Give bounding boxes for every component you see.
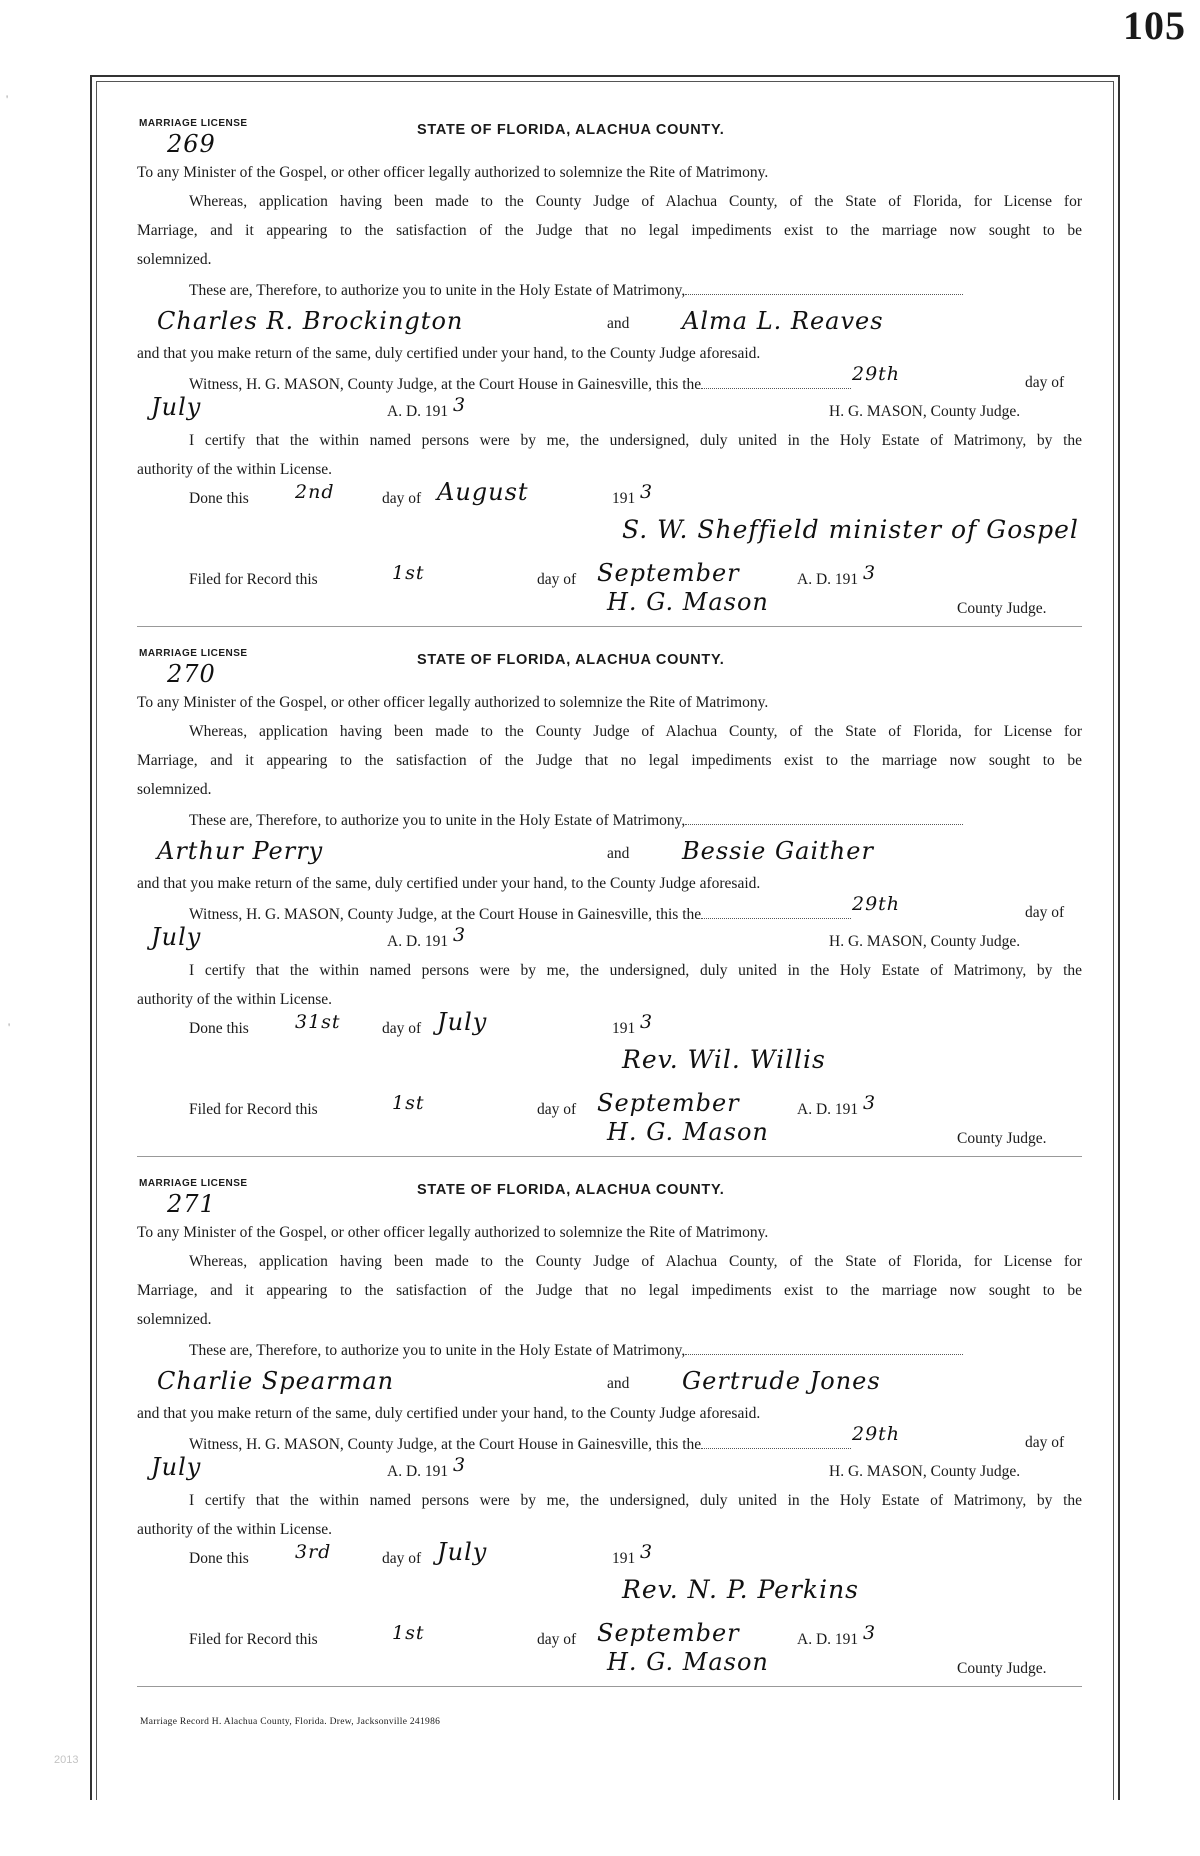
officiant-line bbox=[137, 1573, 1082, 1613]
done-month: August bbox=[437, 478, 529, 506]
printer-footer: Marriage Record H. Alachua County, Florida. Drew, Jacksonville 241986 bbox=[140, 1717, 441, 1727]
year-digit: 3 bbox=[453, 394, 467, 416]
scan-watermark: 2013 bbox=[54, 1754, 79, 1766]
filed-month: September bbox=[597, 1619, 740, 1647]
filed-day: 1st bbox=[392, 562, 425, 584]
divider bbox=[137, 1686, 1082, 1687]
certify-line: authority of the within License. bbox=[137, 1521, 332, 1538]
filed-month: September bbox=[597, 1089, 740, 1117]
certify-line: authority of the within License. bbox=[137, 461, 332, 478]
authorize-text: These are, Therefore, to authorize you to unite in the Holy Estate of Matrimony, bbox=[189, 282, 686, 299]
filed-label: Filed for Record this bbox=[189, 1631, 318, 1648]
groom-name: Arthur Perry bbox=[157, 837, 324, 865]
whereas-line: Marriage, and it appearing to the satisfaction of the Judge that no legal impediments exist to the marriage now sought to be bbox=[137, 222, 1082, 239]
month-line bbox=[137, 393, 1082, 426]
to-line: To any Minister of the Gospel, or other officer legally authorized to solemnize the Rite of Matrimony. bbox=[137, 694, 769, 711]
month-line bbox=[137, 923, 1082, 956]
dotted-leader bbox=[685, 1334, 963, 1355]
witness-text: Witness, H. G. MASON, County Judge, at the Court House in Gainesville, this the bbox=[189, 906, 702, 923]
whereas-line: Whereas, application having been made to the County Judge of Alachua County, of the State of Florida, for License for bbox=[189, 1253, 1082, 1270]
whereas-line: solemnized. bbox=[137, 251, 212, 268]
done-line bbox=[137, 1538, 1082, 1573]
judge-line bbox=[137, 588, 1082, 623]
names-line bbox=[137, 1363, 1082, 1399]
license-label: MARRIAGE LICENSE bbox=[139, 118, 248, 129]
license-title: STATE OF FLORIDA, ALACHUA COUNTY. bbox=[417, 122, 725, 138]
whereas-line: solemnized. bbox=[137, 781, 212, 798]
year-label: 191 bbox=[612, 1550, 636, 1567]
judge-signature: H. G. Mason bbox=[607, 588, 769, 616]
authorize-line bbox=[137, 1334, 1082, 1363]
filed-year-digit: 3 bbox=[863, 1622, 877, 1644]
year-label: 191 bbox=[612, 1020, 636, 1037]
day-of-label: day of bbox=[382, 1020, 422, 1037]
whereas-line: Marriage, and it appearing to the satisfaction of the Judge that no legal impediments exist to the marriage now sought to be bbox=[137, 752, 1082, 769]
filed-month: September bbox=[597, 559, 740, 587]
license-title: STATE OF FLORIDA, ALACHUA COUNTY. bbox=[417, 652, 725, 668]
page-number: 105 bbox=[1123, 3, 1186, 48]
names-line bbox=[137, 303, 1082, 339]
witness-day: 29th bbox=[852, 1423, 901, 1445]
filed-day: 1st bbox=[392, 1622, 425, 1644]
month-line bbox=[137, 1453, 1082, 1486]
authorize-text: These are, Therefore, to authorize you to unite in the Holy Estate of Matrimony, bbox=[189, 812, 686, 829]
witness-line bbox=[137, 893, 1082, 927]
filed-label: Filed for Record this bbox=[189, 1101, 318, 1118]
filed-year-digit: 3 bbox=[863, 562, 877, 584]
done-year-digit: 3 bbox=[640, 1011, 654, 1033]
filed-year-digit: 3 bbox=[863, 1092, 877, 1114]
done-month: July bbox=[437, 1538, 488, 1566]
judge-signature: H. G. Mason bbox=[607, 1118, 769, 1146]
county-judge-label: County Judge. bbox=[957, 1130, 1047, 1147]
done-year-digit: 3 bbox=[640, 1541, 654, 1563]
divider bbox=[137, 626, 1082, 627]
license-number: 270 bbox=[167, 660, 216, 688]
return-line: and that you make return of the same, duly certified under your hand, to the County Judge aforesaid. bbox=[137, 1405, 761, 1422]
certify-line: I certify that the within named persons were by me, the undersigned, duly united in the Holy Estate of Matrimony, by the bbox=[189, 432, 1082, 449]
done-day: 31st bbox=[295, 1011, 341, 1033]
judge-signature-block: H. G. MASON, County Judge. bbox=[829, 933, 1021, 950]
to-line: To any Minister of the Gospel, or other officer legally authorized to solemnize the Rite of Matrimony. bbox=[137, 1224, 769, 1241]
judge-signature: H. G. Mason bbox=[607, 1648, 769, 1676]
and-label: and bbox=[607, 315, 630, 332]
done-label: Done this bbox=[189, 490, 249, 507]
names-line bbox=[137, 833, 1082, 869]
license-title: STATE OF FLORIDA, ALACHUA COUNTY. bbox=[417, 1182, 725, 1198]
groom-name: Charlie Spearman bbox=[157, 1367, 395, 1395]
day-of-label: day of bbox=[1025, 904, 1065, 921]
return-line: and that you make return of the same, duly certified under your hand, to the County Judge aforesaid. bbox=[137, 875, 761, 892]
day-of-label: day of bbox=[537, 571, 577, 588]
day-of-label: day of bbox=[382, 1550, 422, 1567]
witness-text: Witness, H. G. MASON, County Judge, at the Court House in Gainesville, this the bbox=[189, 376, 702, 393]
witness-line bbox=[137, 363, 1082, 397]
judge-signature-block: H. G. MASON, County Judge. bbox=[829, 403, 1021, 420]
bride-name: Bessie Gaither bbox=[682, 837, 874, 865]
judge-signature-block: H. G. MASON, County Judge. bbox=[829, 1463, 1021, 1480]
done-line bbox=[137, 478, 1082, 513]
witness-month: July bbox=[151, 393, 202, 421]
ad-label: A. D. 191 bbox=[797, 571, 859, 588]
year-digit: 3 bbox=[453, 1454, 467, 1476]
day-of-label: day of bbox=[537, 1101, 577, 1118]
day-of-label: day of bbox=[382, 490, 422, 507]
done-year-digit: 3 bbox=[640, 481, 654, 503]
license-number: 269 bbox=[167, 130, 216, 158]
done-label: Done this bbox=[189, 1550, 249, 1567]
ad-label: A. D. 191 bbox=[387, 403, 449, 420]
day-of-label: day of bbox=[537, 1631, 577, 1648]
divider bbox=[137, 1156, 1082, 1157]
county-judge-label: County Judge. bbox=[957, 600, 1047, 617]
authorize-line bbox=[137, 274, 1082, 303]
done-label: Done this bbox=[189, 1020, 249, 1037]
margin-mark: ' bbox=[6, 92, 9, 106]
officiant-line bbox=[137, 1043, 1082, 1083]
bride-name: Gertrude Jones bbox=[682, 1367, 881, 1395]
witness-text: Witness, H. G. MASON, County Judge, at the Court House in Gainesville, this the bbox=[189, 1436, 702, 1453]
and-label: and bbox=[607, 845, 630, 862]
filed-day: 1st bbox=[392, 1092, 425, 1114]
witness-day: 29th bbox=[852, 893, 901, 915]
authorize-line bbox=[137, 804, 1082, 833]
certify-line: I certify that the within named persons were by me, the undersigned, duly united in the Holy Estate of Matrimony, by the bbox=[189, 1492, 1082, 1509]
officiant-signature: S. W. Sheffield minister of Gospel bbox=[622, 515, 1079, 544]
certify-line: I certify that the within named persons were by me, the undersigned, duly united in the Holy Estate of Matrimony, by the bbox=[189, 962, 1082, 979]
ad-label: A. D. 191 bbox=[797, 1101, 859, 1118]
witness-month: July bbox=[151, 923, 202, 951]
witness-day: 29th bbox=[852, 363, 901, 385]
authorize-text: These are, Therefore, to authorize you to unite in the Holy Estate of Matrimony, bbox=[189, 1342, 686, 1359]
judge-line bbox=[137, 1648, 1082, 1683]
filed-label: Filed for Record this bbox=[189, 571, 318, 588]
whereas-line: solemnized. bbox=[137, 1311, 212, 1328]
day-of-label: day of bbox=[1025, 1434, 1065, 1451]
license-label: MARRIAGE LICENSE bbox=[139, 648, 248, 659]
done-month: July bbox=[437, 1008, 488, 1036]
done-line bbox=[137, 1008, 1082, 1043]
county-judge-label: County Judge. bbox=[957, 1660, 1047, 1677]
license-label: MARRIAGE LICENSE bbox=[139, 1178, 248, 1189]
done-day: 3rd bbox=[295, 1541, 332, 1563]
ad-label: A. D. 191 bbox=[387, 1463, 449, 1480]
marriage-license bbox=[137, 648, 1082, 1153]
judge-line bbox=[137, 1118, 1082, 1153]
margin-mark: ' bbox=[8, 1020, 11, 1034]
dotted-leader bbox=[701, 898, 851, 919]
dotted-leader bbox=[701, 368, 851, 389]
ad-label: A. D. 191 bbox=[387, 933, 449, 950]
dotted-leader bbox=[701, 1428, 851, 1449]
done-day: 2nd bbox=[295, 481, 335, 503]
and-label: and bbox=[607, 1375, 630, 1392]
whereas-line: Whereas, application having been made to the County Judge of Alachua County, of the State of Florida, for License for bbox=[189, 193, 1082, 210]
whereas-line: Whereas, application having been made to the County Judge of Alachua County, of the State of Florida, for License for bbox=[189, 723, 1082, 740]
witness-line bbox=[137, 1423, 1082, 1457]
officiant-signature: Rev. Wil. Willis bbox=[622, 1045, 826, 1074]
return-line: and that you make return of the same, duly certified under your hand, to the County Judge aforesaid. bbox=[137, 345, 761, 362]
to-line: To any Minister of the Gospel, or other officer legally authorized to solemnize the Rite of Matrimony. bbox=[137, 164, 769, 181]
witness-month: July bbox=[151, 1453, 202, 1481]
day-of-label: day of bbox=[1025, 374, 1065, 391]
dotted-leader bbox=[685, 274, 963, 295]
whereas-line: Marriage, and it appearing to the satisfaction of the Judge that no legal impediments exist to the marriage now sought to be bbox=[137, 1282, 1082, 1299]
marriage-license bbox=[137, 118, 1082, 623]
dotted-leader bbox=[685, 804, 963, 825]
marriage-license bbox=[137, 1178, 1082, 1683]
year-label: 191 bbox=[612, 490, 636, 507]
bride-name: Alma L. Reaves bbox=[682, 307, 884, 335]
ad-label: A. D. 191 bbox=[797, 1631, 859, 1648]
year-digit: 3 bbox=[453, 924, 467, 946]
officiant-line bbox=[137, 513, 1082, 553]
officiant-signature: Rev. N. P. Perkins bbox=[622, 1575, 860, 1604]
license-number: 271 bbox=[167, 1190, 216, 1218]
groom-name: Charles R. Brockington bbox=[157, 307, 464, 335]
certify-line: authority of the within License. bbox=[137, 991, 332, 1008]
